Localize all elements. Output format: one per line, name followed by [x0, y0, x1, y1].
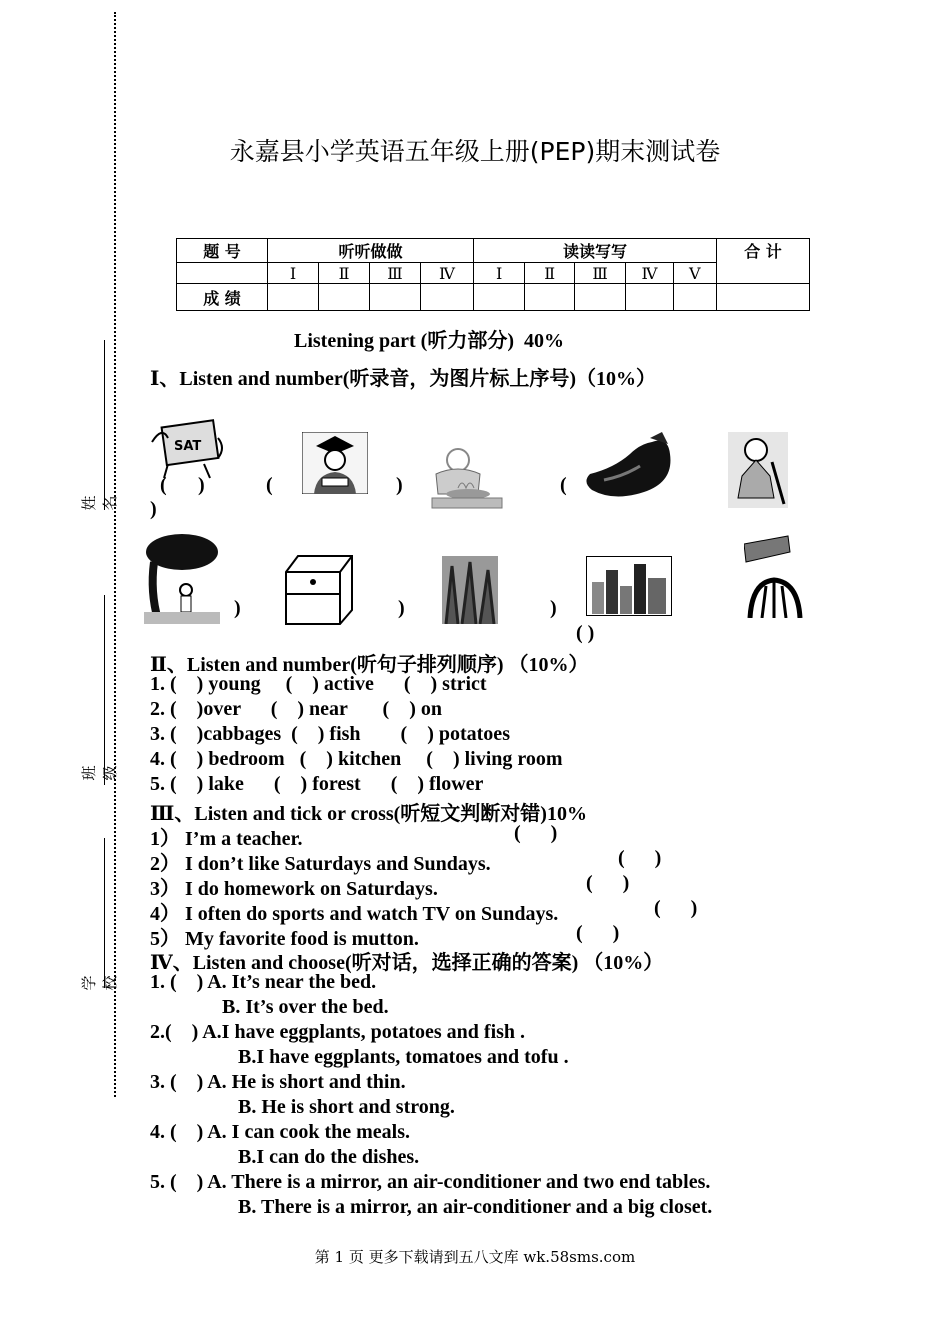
school-field[interactable]: [80, 838, 119, 998]
part3-heading: Ⅲ、Listen and tick or cross(听短文判断对错)10%: [150, 803, 587, 825]
part4-line: 1. ( ) A. It’s near the bed.: [150, 971, 377, 993]
part3-answer: ( ): [654, 897, 698, 919]
sat-book-image: [148, 418, 226, 480]
score-input[interactable]: [673, 284, 716, 311]
score-input[interactable]: [370, 284, 421, 311]
reading-col: Ⅱ: [525, 263, 574, 284]
part3-item: 2） I don’t like Saturdays and Sundays.: [150, 853, 491, 875]
score-label: 成 绩: [177, 284, 268, 311]
answer-paren: ( ): [576, 622, 595, 644]
school-label: 学校: [80, 975, 119, 991]
part3-item: 1） I’m a teacher.: [150, 828, 303, 850]
score-input[interactable]: [574, 284, 625, 311]
air-conditioner-image: [744, 532, 804, 618]
sat-label: SAT: [174, 439, 202, 454]
answer-paren: (: [560, 474, 567, 496]
header-reading: 读读写写: [474, 239, 717, 263]
part2-line: 3. ( )cabbages ( ) fish ( ) potatoes: [150, 723, 510, 745]
part3-item: 4） I often do sports and watch TV on Sundays.: [150, 903, 559, 925]
part3-answer: ( ): [514, 822, 558, 844]
part4-line: B.I have eggplants, tomatoes and tofu .: [238, 1046, 569, 1068]
reading-col: Ⅲ: [574, 263, 625, 284]
score-input[interactable]: [421, 284, 474, 311]
blank-cell: [177, 263, 268, 284]
city-image: [586, 556, 672, 616]
reading-col: Ⅴ: [673, 263, 716, 284]
score-input[interactable]: [319, 284, 370, 311]
part4-line: B.I can do the dishes.: [238, 1146, 420, 1168]
part2-line: 2. ( )over ( ) near ( ) on: [150, 698, 442, 720]
score-table: [176, 238, 810, 311]
part3-item: 3） I do homework on Saturdays.: [150, 878, 438, 900]
part2-line: 5. ( ) lake ( ) forest ( ) flower: [150, 773, 484, 795]
part4-heading: Ⅳ、Listen and choose(听对话，选择正确的答案) （10%）: [150, 952, 664, 974]
part4-line: 2.( ) A.I have eggplants, potatoes and fish .: [150, 1021, 526, 1043]
score-input[interactable]: [268, 284, 319, 311]
binding-dotted-line: [114, 12, 116, 1097]
part4-line: B. He is short and strong.: [238, 1096, 455, 1118]
part2-heading: Ⅱ、Listen and number(听句子排列顺序) （10%）: [150, 654, 589, 676]
part4-line: B. There is a mirror, an air-conditioner and a big closet.: [238, 1196, 713, 1218]
part4-line: B. It’s over the bed.: [222, 996, 389, 1018]
eggplant-image: [584, 432, 674, 500]
score-input[interactable]: [525, 284, 574, 311]
listening-col: Ⅱ: [319, 263, 370, 284]
name-label: 姓名: [80, 495, 119, 511]
score-input[interactable]: [474, 284, 525, 311]
name-field[interactable]: [80, 330, 119, 520]
reading-col: Ⅳ: [626, 263, 673, 284]
header-number: 题 号: [177, 239, 268, 263]
header-listening: 听听做做: [268, 239, 474, 263]
answer-paren: ): [234, 597, 241, 619]
class-field[interactable]: [80, 595, 119, 785]
answer-paren: (: [266, 474, 273, 496]
answer-paren: ): [550, 597, 557, 619]
answer-paren: ): [396, 474, 403, 496]
forest-image: [442, 556, 498, 624]
header-total: 合 计: [717, 239, 810, 284]
answer-paren: (: [160, 474, 167, 496]
score-input[interactable]: [717, 284, 810, 311]
part2-line: 1. ( ) young ( ) active ( ) strict: [150, 673, 487, 695]
listening-heading: Listening part (听力部分) 40%: [294, 330, 564, 352]
listening-col: Ⅲ: [370, 263, 421, 284]
graduate-image: [302, 432, 368, 494]
part3-answer: ( ): [618, 847, 662, 869]
part2-line: 4. ( ) bedroom ( ) kitchen ( ) living room: [150, 748, 563, 770]
girl-sweeping-image: [728, 432, 788, 508]
part4-line: 3. ( ) A. He is short and thin.: [150, 1071, 406, 1093]
answer-paren: ): [398, 597, 405, 619]
part3-answer: ( ): [586, 872, 630, 894]
closet-image: [282, 552, 356, 626]
score-input[interactable]: [626, 284, 673, 311]
page-title: 永嘉县小学英语五年级上册(PEP)期末测试卷: [229, 137, 721, 166]
answer-paren: ): [150, 498, 157, 520]
part4-line: 4. ( ) A. I can cook the meals.: [150, 1121, 410, 1143]
class-label: 班级: [80, 765, 119, 781]
answer-paren: ): [198, 474, 205, 496]
tree-boy-image: [144, 532, 220, 624]
page-footer: 第 1 页 更多下载请到五八文库 wk.58sms.com: [314, 1248, 636, 1266]
reading-col: Ⅰ: [474, 263, 525, 284]
part3-answer: ( ): [576, 922, 620, 944]
listening-col: Ⅳ: [421, 263, 474, 284]
cooking-image: [428, 444, 506, 510]
part1-heading: Ⅰ、Listen and number(听录音，为图片标上序号)（10%）: [150, 368, 657, 390]
part3-item: 5） My favorite food is mutton.: [150, 928, 419, 950]
listening-col: Ⅰ: [268, 263, 319, 284]
part4-line: 5. ( ) A. There is a mirror, an air-conditioner and two end tables.: [150, 1171, 711, 1193]
